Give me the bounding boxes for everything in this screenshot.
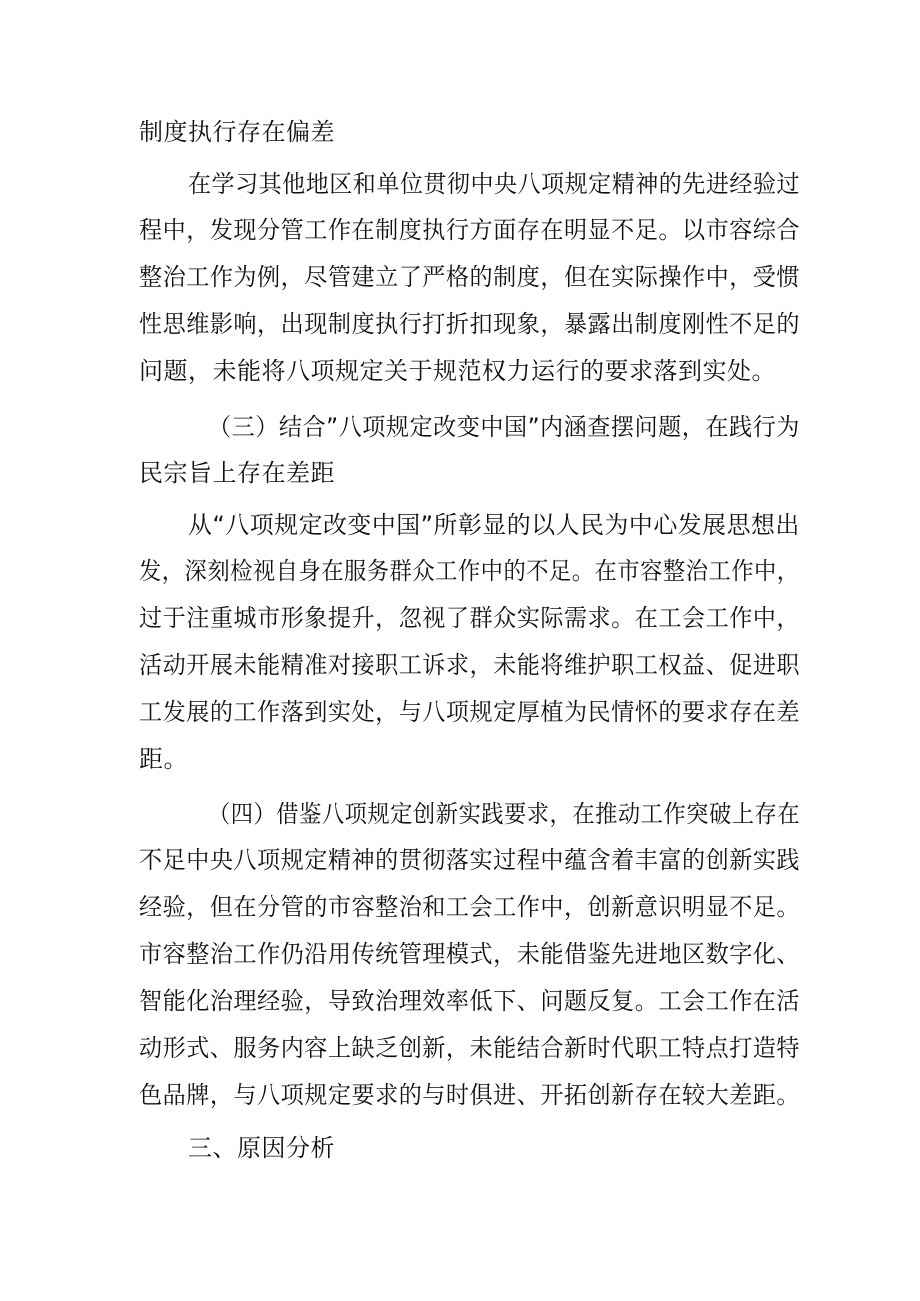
section-heading: 民宗旨上存在差距 (139, 459, 335, 487)
text-line: 距。 (139, 745, 188, 773)
text-line: 智能化治理经验，导致治理效率低下、问题反复。工会工作在活 (139, 987, 801, 1015)
text-line: 性思维影响，出现制度执行打折扣现象，暴露出制度刚性不足的 (139, 310, 801, 338)
text-line: 整治工作为例，尽管建立了严格的制度，但在实际操作中，受惯 (139, 263, 801, 291)
text-line: 制度执行存在偏差 (139, 118, 335, 146)
text-line: 问题，未能将八项规定关于规范权力运行的要求落到实处。 (139, 357, 776, 385)
text-line: 市容整治工作仍沿用传统管理模式，未能借鉴先进地区数字化、 (139, 940, 801, 968)
text-line: 从“八项规定改变中国”所彰显的以人民为中心发展思想出 (188, 511, 800, 539)
section-heading: （四）借鉴八项规定创新实践要求，在推动工作突破上存在 (208, 800, 801, 828)
text-line: 发，深刻检视自身在服务群众工作中的不足。在市容整治工作中， (139, 557, 800, 585)
text-line: 经验，但在分管的市容整治和工会工作中，创新意识明显不足。 (139, 893, 801, 921)
text-line: 在学习其他地区和单位贯彻中央八项规定精神的先进经验过 (188, 170, 801, 198)
text-line: 动形式、服务内容上缺乏创新，未能结合新时代职工特点打造特 (139, 1034, 801, 1062)
text-line: 不足中央八项规定精神的贯彻落实过程中蕴含着丰富的创新实践 (139, 846, 801, 874)
text-line: 过于注重城市形象提升，忽视了群众实际需求。在工会工作中， (139, 604, 801, 632)
text-line: 活动开展未能精准对接职工诉求，未能将维护职工权益、促进职 (139, 651, 801, 679)
section-heading: 三、原因分析 (188, 1134, 335, 1162)
section-heading: （三）结合”八项规定改变中国”内涵查摆问题，在践行为 (208, 413, 800, 441)
text-line: 工发展的工作落到实处，与八项规定厚植为民情怀的要求存在差 (139, 698, 801, 726)
text-line: 程中，发现分管工作在制度执行方面存在明显不足。以市容综合 (139, 216, 801, 244)
text-line: 色品牌，与八项规定要求的与时俱进、开拓创新存在较大差距。 (139, 1081, 801, 1109)
